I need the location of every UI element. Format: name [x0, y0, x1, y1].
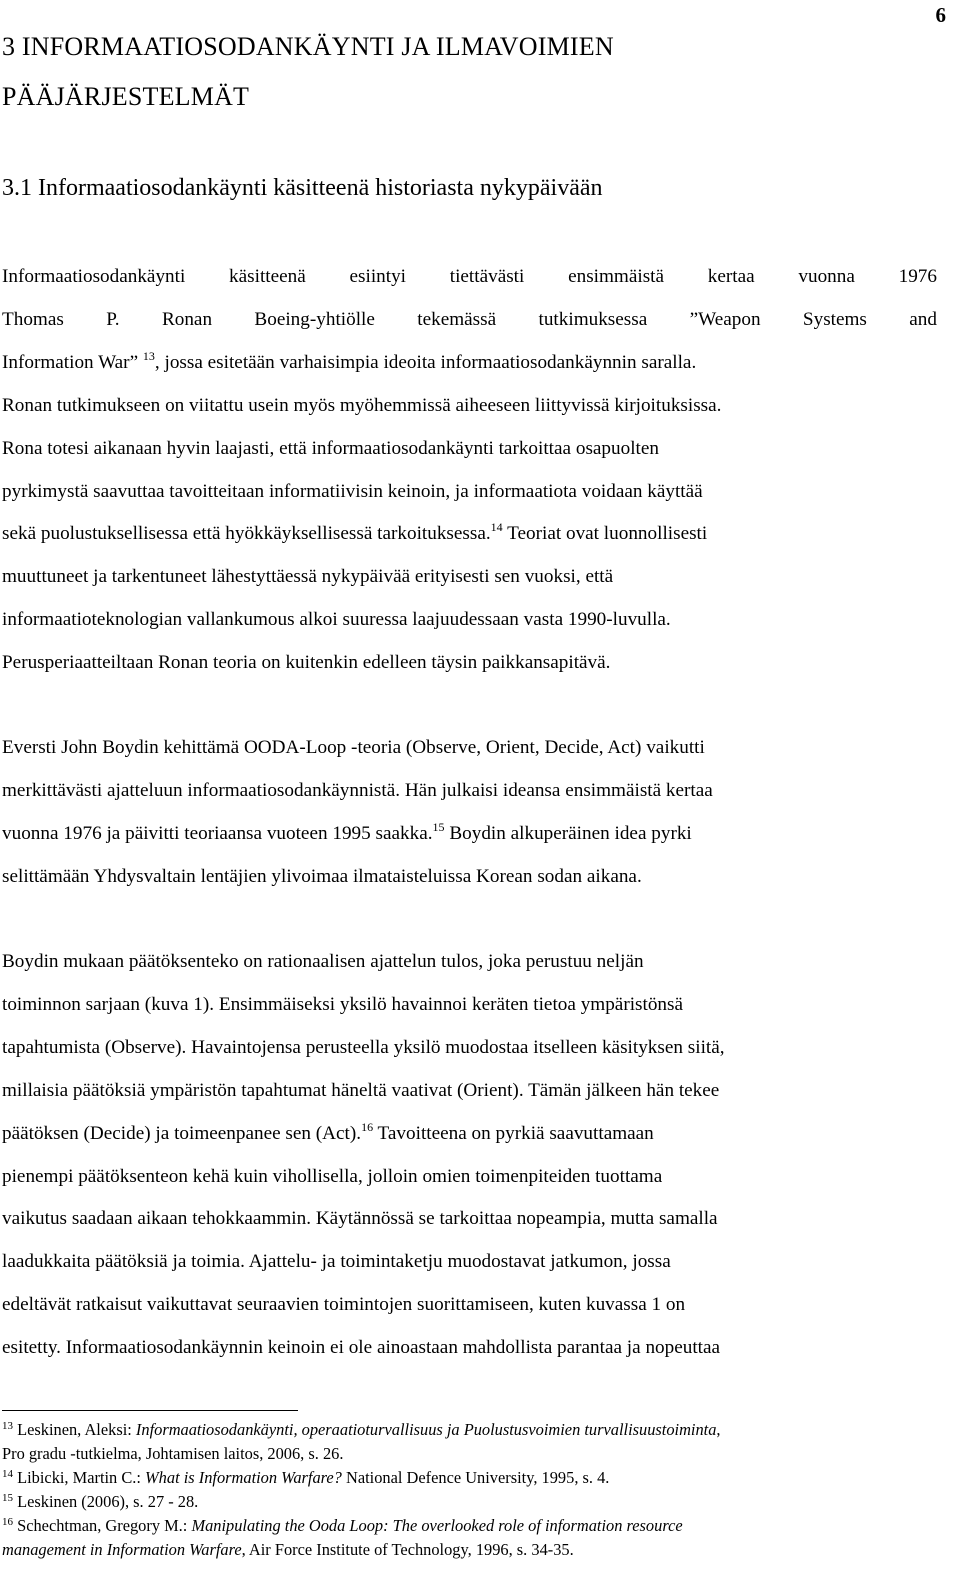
page-number: 6 [935, 3, 946, 27]
footnote-number: 15 [2, 1492, 13, 1504]
text-line: Boydin mukaan päätöksenteko on rationaalisen ajattelun tulos, joka perustuu neljän [2, 951, 644, 972]
footnote-number: 16 [2, 1516, 13, 1528]
footnote-13-cont: Pro gradu -tutkielma, Johtamisen laitos, 2006, s. 26. [2, 1444, 344, 1463]
footnote-16-cont [2, 1538, 937, 1562]
paragraph-2 [2, 727, 937, 899]
footnote-14 [2, 1466, 937, 1490]
footnotes [2, 1418, 937, 1562]
text-line [2, 1113, 937, 1156]
footnote-text: Schechtman, Gregory M.: [13, 1516, 192, 1535]
footnote-text: Leskinen (2006), s. 27 - 28. [13, 1492, 199, 1511]
text-line: informaatioteknologian vallankumous alkoi suuressa laajuudessaan vasta 1990-luvulla. [2, 609, 671, 631]
footnote-number: 13 [2, 1420, 13, 1432]
text-line: Eversti John Boydin kehittämä OODA-Loop -teoria (Observe, Orient, Decide, Act) vaikutti [2, 737, 705, 758]
text-line: Informaatiosodankäynti käsitteenä esiintyi tiettävästi ensimmäistä kertaa vuonna 1976 [2, 266, 937, 287]
footnote-text: Libicki, Martin C.: [13, 1468, 146, 1487]
text-line: esitetty. Informaatiosodankäynnin keinoin ei ole ainoastaan mahdollista parantaa ja nopeuttaa [2, 1337, 721, 1359]
text-line: selittämään Yhdysvaltain lentäjien ylivoimaa ilmataisteluissa Korean sodan aikana. [2, 865, 642, 887]
footnote-title: management in Information Warfare [2, 1540, 242, 1559]
text-line: toiminnon sarjaan (kuva 1). Ensimmäiseksi yksilö havainnoi keräten tietoa ympäristönsä [2, 993, 684, 1015]
footnote-ref-13[interactable]: 13 [142, 348, 155, 363]
chapter-title-line: PÄÄJÄRJESTELMÄT [2, 82, 250, 111]
text-segment: Teoriat ovat luonnollisesti [502, 523, 708, 545]
text-segment: Tavoitteena on pyrkiä saavuttamaan [373, 1122, 654, 1144]
footnote-number: 14 [2, 1468, 13, 1480]
footnote-ref-14[interactable]: 14 [490, 520, 503, 535]
text-line [2, 813, 937, 856]
footnote-ref-16[interactable]: 16 [361, 1119, 374, 1134]
text-line: pyrkimystä saavuttaa tavoitteitaan informatiivisin keinoin, ja informaatiota voidaan käyttää [2, 480, 703, 502]
footnote-text: , Air Force Institute of Technology, 1996, s. 34-35. [241, 1540, 574, 1559]
text-segment: , jossa esitetään varhaisimpia ideoita informaatiosodankäynnin saralla. [154, 351, 697, 373]
text-line: tapahtumista (Observe). Havaintojensa perusteella yksilö muodostaa itselleen käsityksen siitä, [2, 1036, 725, 1058]
text-line: Ronan tutkimukseen on viitattu usein myös myöhemmissä aiheeseen liittyvissä kirjoituksissa. [2, 394, 722, 416]
text-line: merkittävästi ajatteluun informaatiosodankäynnistä. Hän julkaisi ideansa ensimmäistä kertaa [2, 779, 713, 801]
text-segment: sekä puolustuksellisessa että hyökkäyksellisessä tarkoituksessa. [2, 523, 491, 545]
paragraph-3 [2, 941, 937, 1370]
footnote-ref-15[interactable]: 15 [432, 819, 445, 834]
text-line: edeltävät ratkaisut vaikuttavat seuraavien toimintojen suorittamiseen, kuten kuvassa 1 on [2, 1294, 686, 1316]
text-line: Rona totesi aikanaan hyvin laajasti, että informaatiosodankäynti tarkoittaa osapuolten [2, 437, 659, 459]
text-segment: päätöksen (Decide) ja toimeenpanee sen (Act). [2, 1122, 362, 1144]
chapter-title [2, 22, 614, 122]
footnote-15 [2, 1490, 937, 1514]
section-title: 3.1 Informaatiosodankäynti käsitteenä historiasta nykypäivään [2, 175, 603, 201]
text-line: muuttuneet ja tarkentuneet lähestyttäessä nykypäivää erityisesti sen vuoksi, että [2, 566, 614, 588]
text-line: vaikutus saadaan aikaan tehokkaammin. Käytännössä se tarkoittaa nopeampia, mutta samalla [2, 1208, 718, 1230]
text-segment: Boydin alkuperäinen idea pyrki [444, 822, 692, 844]
footnote-text: Leskinen, Aleksi: [13, 1420, 136, 1439]
footnote-divider [2, 1410, 298, 1411]
footnote-title: Manipulating the Ooda Loop: The overlooked role of information resource [191, 1516, 683, 1535]
footnote-title: Informaatiosodankäynti, operaatioturvallisuus ja Puolustusvoimien turvallisuustoiminta [135, 1420, 717, 1439]
footnote-16 [2, 1514, 937, 1538]
text-line [2, 342, 937, 385]
text-line: Thomas P. Ronan Boeing-yhtiölle tekemässä tutkimuksessa ”Weapon Systems and [2, 308, 937, 330]
text-line: pienempi päätöksenteon kehä kuin vihollisella, jolloin omien toimenpiteiden tuottama [2, 1165, 663, 1187]
text-line: laadukkaita päätöksiä ja toimia. Ajattelu- ja toimintaketju muodostavat jatkumon, jossa [2, 1251, 671, 1273]
chapter-title-line: 3 INFORMAATIOSODANKÄYNTI JA ILMAVOIMIEN [2, 32, 614, 61]
text-segment: Information War” [2, 351, 139, 373]
text-line [2, 513, 937, 556]
paragraph-1 [2, 256, 937, 685]
footnote-13 [2, 1418, 937, 1442]
text-line: Perusperiaatteiltaan Ronan teoria on kuitenkin edelleen täysin paikkansapitävä. [2, 652, 611, 674]
footnote-text: , [716, 1420, 721, 1439]
footnote-text: National Defence University, 1995, s. 4. [341, 1468, 610, 1487]
footnote-title: What is Information Warfare? [145, 1468, 342, 1487]
text-line: millaisia päätöksiä ympäristön tapahtumat häneltä vaativat (Orient). Tämän jälkeen hän tekee [2, 1079, 720, 1101]
text-segment: vuonna 1976 ja päivitti teoriaansa vuoteen 1995 saakka. [2, 822, 433, 844]
